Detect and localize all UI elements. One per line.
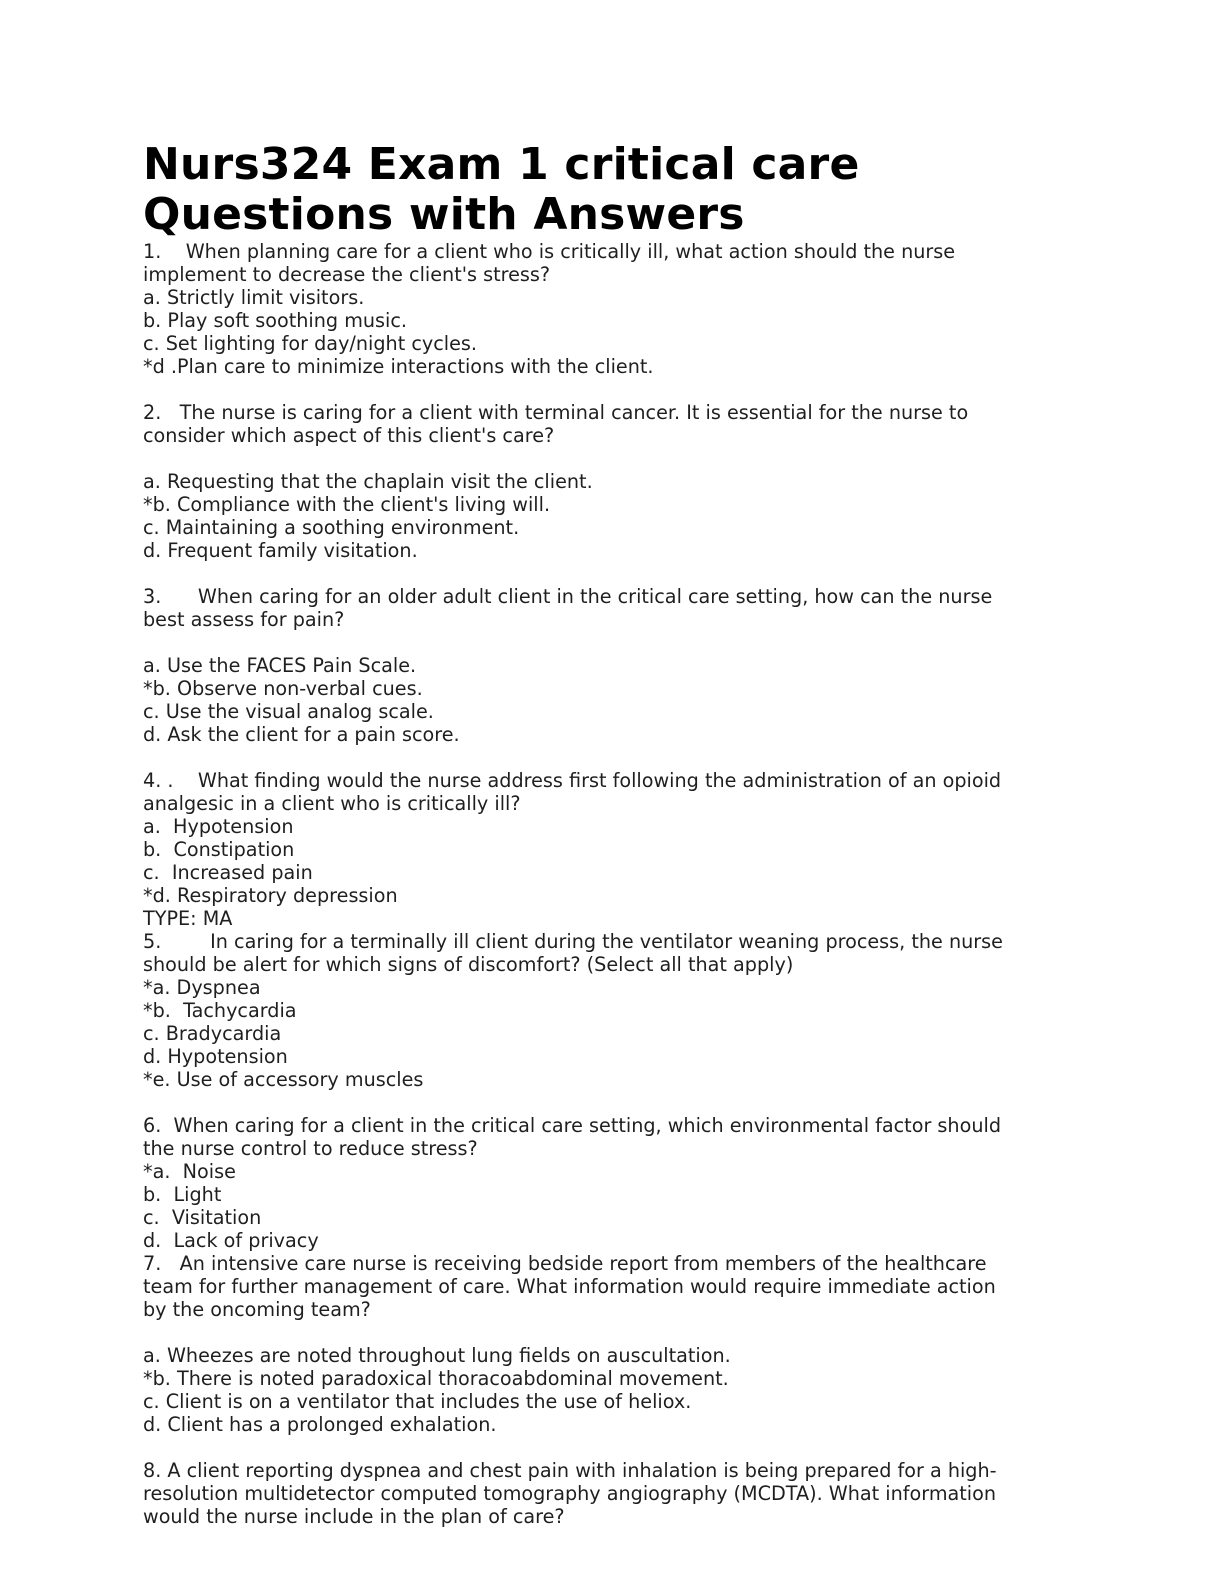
document-body <box>143 240 1043 1528</box>
text-line: *a. Noise <box>143 1160 236 1183</box>
text-line: *b. Compliance with the client's living will. <box>143 493 551 516</box>
blank-line <box>143 746 1043 769</box>
text-line: should be alert for which signs of discomfort? (Select all that apply) <box>143 953 794 976</box>
text-line: c. Bradycardia <box>143 1022 282 1045</box>
text-line: consider which aspect of this client's care? <box>143 424 555 447</box>
text-line: b. Play soft soothing music. <box>143 309 408 332</box>
text-line: a. Strictly limit visitors. <box>143 286 365 309</box>
blank-line <box>143 447 1043 470</box>
text-line: *e. Use of accessory muscles <box>143 1068 424 1091</box>
document-page <box>143 140 1043 1528</box>
text-line: c. Maintaining a soothing environment. <box>143 516 520 539</box>
text-line: c. Set lighting for day/night cycles. <box>143 332 478 355</box>
text-line: a. Wheezes are noted throughout lung fields on auscultation. <box>143 1344 731 1367</box>
text-line: 7. An intensive care nurse is receiving bedside report from members of the healthcare <box>143 1252 987 1275</box>
text-line: c. Client is on a ventilator that includes the use of heliox. <box>143 1390 692 1413</box>
text-line: team for further management of care. What information would require immediate action <box>143 1275 996 1298</box>
text-line: *d .Plan care to minimize interactions with the client. <box>143 355 654 378</box>
text-line: 1. When planning care for a client who is critically ill, what action should the nurse <box>143 240 956 263</box>
text-line: implement to decrease the client's stress? <box>143 263 551 286</box>
text-line: resolution multidetector computed tomography angiography (MCDTA). What information <box>143 1482 997 1505</box>
text-line: 4. . What finding would the nurse address first following the administration of an opioid <box>143 769 1002 792</box>
text-line: c. Increased pain <box>143 861 313 884</box>
title-line-1: Nurs324 Exam 1 critical care <box>143 139 860 190</box>
text-line: 3. When caring for an older adult client in the critical care setting, how can the nurse <box>143 585 993 608</box>
text-line: a. Requesting that the chaplain visit the client. <box>143 470 593 493</box>
text-line: TYPE: MA <box>143 907 233 930</box>
text-line: d. Client has a prolonged exhalation. <box>143 1413 497 1436</box>
text-line: *d. Respiratory depression <box>143 884 398 907</box>
text-line: 8. A client reporting dyspnea and chest pain with inhalation is being prepared for a high- <box>143 1459 997 1482</box>
text-line: best assess for pain? <box>143 608 345 631</box>
text-line: *b. There is noted paradoxical thoracoabdominal movement. <box>143 1367 729 1390</box>
text-line: d. Hypotension <box>143 1045 288 1068</box>
text-line: *b. Observe non-verbal cues. <box>143 677 423 700</box>
blank-line <box>143 1436 1043 1459</box>
text-line: 6. When caring for a client in the critical care setting, which environmental factor should <box>143 1114 1002 1137</box>
text-line: the nurse control to reduce stress? <box>143 1137 478 1160</box>
text-line: analgesic in a client who is critically ill? <box>143 792 521 815</box>
text-line: a. Hypotension <box>143 815 294 838</box>
text-line: d. Lack of privacy <box>143 1229 319 1252</box>
text-line: b. Light <box>143 1183 222 1206</box>
blank-line <box>143 1321 1043 1344</box>
blank-line <box>143 631 1043 654</box>
text-line: would the nurse include in the plan of care? <box>143 1505 565 1528</box>
text-line: a. Use the FACES Pain Scale. <box>143 654 417 677</box>
document-title <box>143 140 1043 240</box>
title-line-2: Questions with Answers <box>143 189 745 240</box>
text-line: 2. The nurse is caring for a client with terminal cancer. It is essential for the nurse to <box>143 401 969 424</box>
blank-line <box>143 562 1043 585</box>
text-line: d. Ask the client for a pain score. <box>143 723 460 746</box>
text-line: *b. Tachycardia <box>143 999 297 1022</box>
blank-line <box>143 378 1043 401</box>
text-line: d. Frequent family visitation. <box>143 539 418 562</box>
text-line: c. Use the visual analog scale. <box>143 700 434 723</box>
text-line: *a. Dyspnea <box>143 976 261 999</box>
text-line: by the oncoming team? <box>143 1298 371 1321</box>
text-line: b. Constipation <box>143 838 295 861</box>
text-line: 5. In caring for a terminally ill client during the ventilator weaning process, the nurse <box>143 930 1003 953</box>
blank-line <box>143 1091 1043 1114</box>
text-line: c. Visitation <box>143 1206 262 1229</box>
